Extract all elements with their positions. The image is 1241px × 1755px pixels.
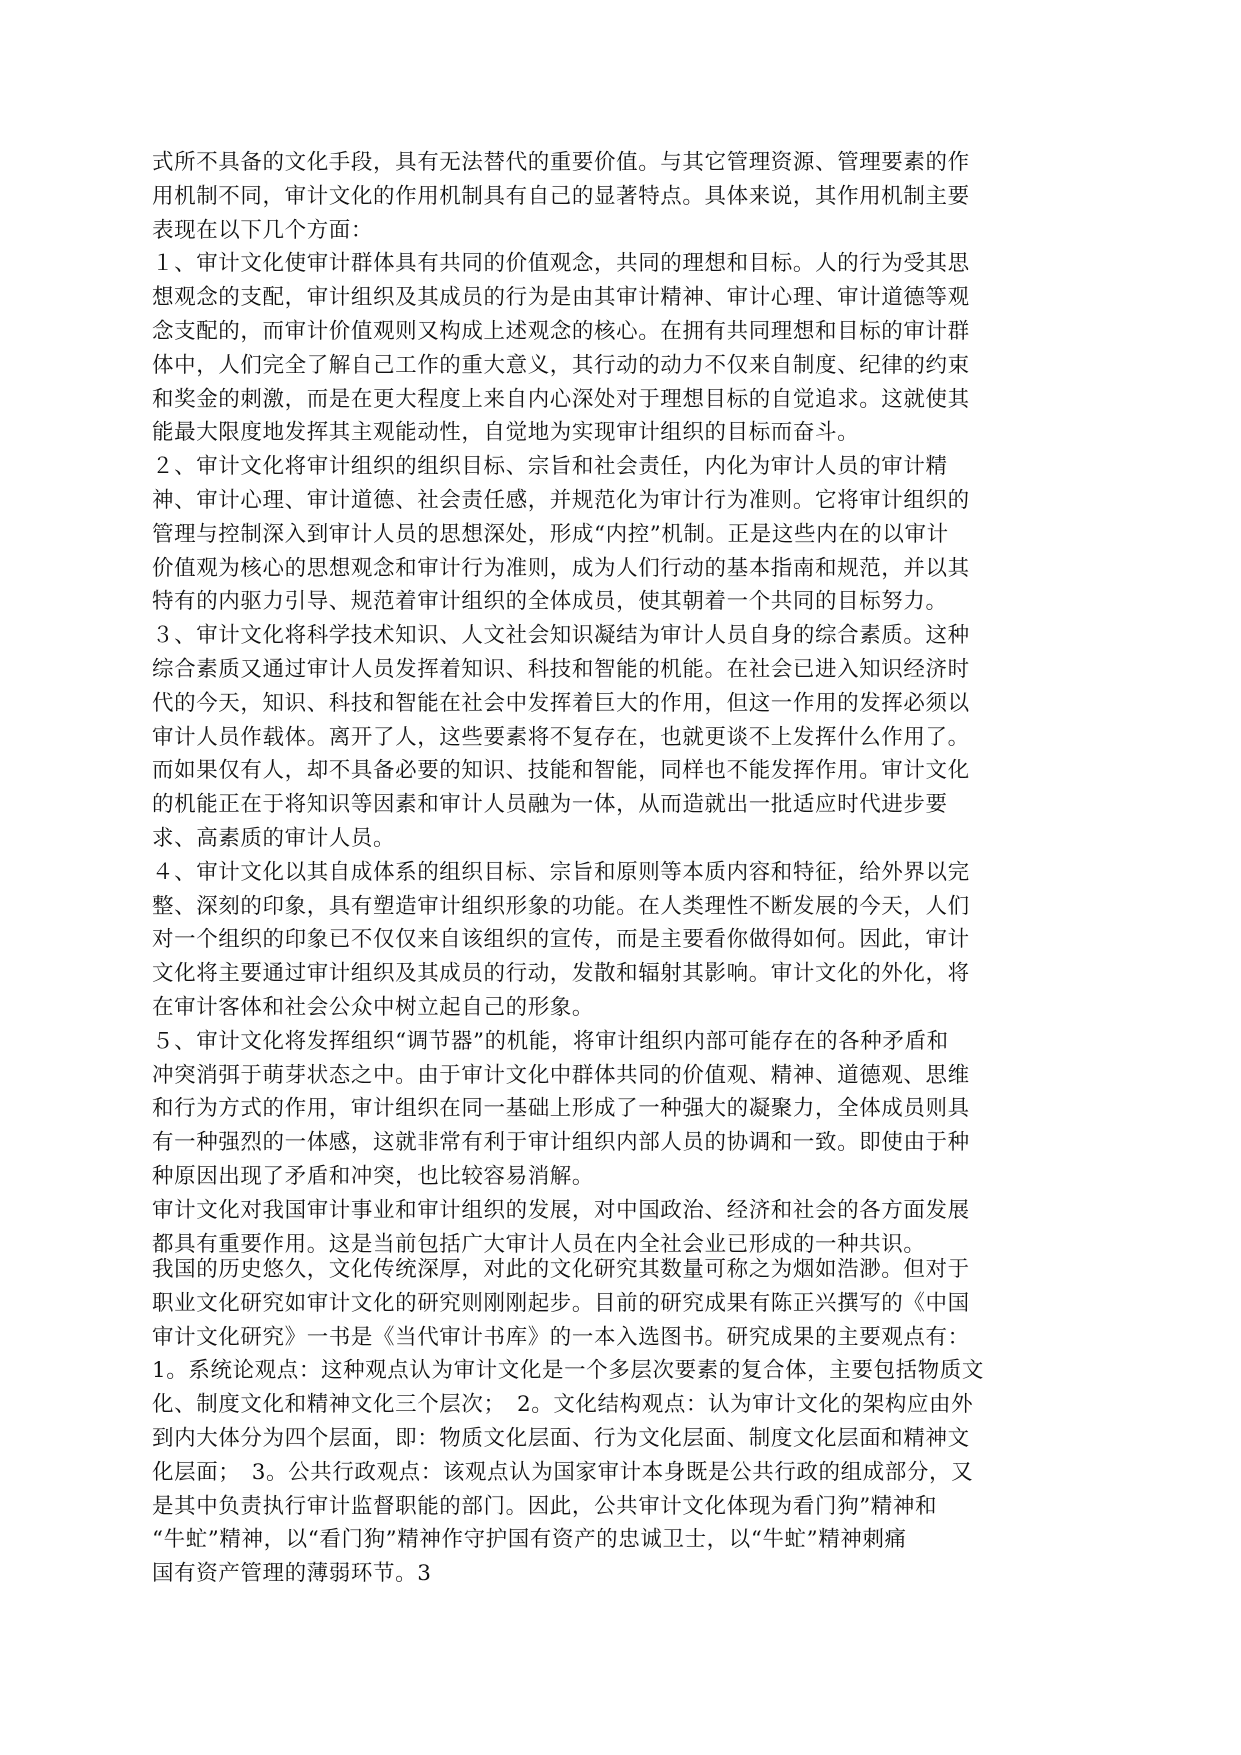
paragraph-line: 国有资产管理的薄弱环节。3: [152, 1561, 432, 1587]
paragraph-line: 冲突消弭于萌芽状态之中。由于审计文化中群体共同的价值观、精神、道德观、思维: [152, 1062, 970, 1088]
paragraph-line: 在审计客体和社会公众中树立起自己的形象。: [152, 994, 595, 1020]
paragraph-line: 体中，人们完全了解自己工作的重大意义，其行动的动力不仅来自制度、纪律的约束: [152, 352, 970, 378]
paragraph-line: 都具有重要作用。这是当前包括广大审计人员在内全社会业已形成的一种共识。: [152, 1231, 926, 1257]
paragraph-line: 对一个组织的印象已不仅仅来自该组织的宣传，而是主要看你做得如何。因此，审计: [152, 927, 970, 953]
paragraph-line: 的机能正在于将知识等因素和审计人员融为一体，从而造就出一批适应时代进步要: [152, 792, 948, 818]
paragraph-line: 念支配的，而审计价值观则又构成上述观念的核心。在拥有共同理想和目标的审计群: [152, 318, 970, 344]
paragraph-line: 审计文化对我国审计事业和审计组织的发展，对中国政治、经济和社会的各方面发展: [152, 1197, 970, 1223]
paragraph-line: ３、审计文化将科学技术知识、人文社会知识凝结为审计人员自身的综合素质。这种: [152, 623, 970, 649]
paragraph-line: 和奖金的刺激，而是在更大程度上来自内心深处对于理想目标的自觉追求。这就使其: [152, 386, 970, 412]
paragraph-line: 式所不具备的文化手段，具有无法替代的重要价值。与其它管理资源、管理要素的作: [152, 150, 970, 175]
paragraph-line: 管理与控制深入到审计人员的思想深处，形成“内控”机制。正是这些内在的以审计: [152, 521, 949, 547]
paragraph-line: 化层面； 3。公共行政观点：该观点认为国家审计本身既是公共行政的组成部分，又: [152, 1459, 974, 1485]
paragraph-line: ２、审计文化将审计组织的组织目标、宗旨和社会责任，内化为审计人员的审计精: [152, 454, 948, 480]
paragraph-line: ４、审计文化以其自成体系的组织目标、宗旨和原则等本质内容和特征，给外界以完: [152, 859, 970, 885]
paragraph-line: 1。系统论观点：这种观点认为审计文化是一个多层次要素的复合体，主要包括物质文: [152, 1358, 984, 1384]
paragraph-line: 神、审计心理、审计道德、社会责任感，并规范化为审计行为准则。它将审计组织的: [152, 487, 970, 513]
section-research-overview: [152, 1253, 1092, 1591]
paragraph-line: 表现在以下几个方面：: [152, 217, 374, 243]
paragraph-line: 而如果仅有人，却不具备必要的知识、技能和智能，同样也不能发挥作用。审计文化: [152, 758, 970, 784]
paragraph-line: 综合素质又通过审计人员发挥着知识、科技和智能的机能。在社会已进入知识经济时: [152, 656, 970, 682]
paragraph-line: 文化将主要通过审计组织及其成员的行动，发散和辐射其影响。审计文化的外化，将: [152, 961, 970, 987]
paragraph-line: 审计文化研究》一书是《当代审计书库》的一本入选图书。研究成果的主要观点有：: [152, 1324, 970, 1350]
paragraph-line: 我国的历史悠久，文化传统深厚，对此的文化研究其数量可称之为烟如浩渺。但对于: [152, 1257, 970, 1282]
paragraph-line: 种原因出现了矛盾和冲突，也比较容易消解。: [152, 1163, 595, 1189]
section-audit-culture-functions: [152, 146, 1092, 1261]
paragraph-line: 审计人员作载体。离开了人，这些要素将不复存在，也就更谈不上发挥什么作用了。: [152, 724, 970, 750]
paragraph-line: 和行为方式的作用，审计组织在同一基础上形成了一种强大的凝聚力，全体成员则具: [152, 1096, 970, 1122]
paragraph-line: ５、审计文化将发挥组织“调节器”的机能，将审计组织内部可能存在的各种矛盾和: [152, 1028, 949, 1054]
paragraph-line: 整、深刻的印象，具有塑造审计组织形象的功能。在人类理性不断发展的今天，人们: [152, 893, 970, 919]
paragraph-line: 能最大限度地发挥其主观能动性，自觉地为实现审计组织的目标而奋斗。: [152, 420, 860, 446]
paragraph-line: １、审计文化使审计群体具有共同的价值观念，共同的理想和目标。人的行为受其思: [152, 251, 970, 277]
paragraph-line: 用机制不同，审计文化的作用机制具有自己的显著特点。具体来说，其作用机制主要: [152, 183, 970, 209]
paragraph-line: 代的今天，知识、科技和智能在社会中发挥着巨大的作用，但这一作用的发挥必须以: [152, 690, 970, 716]
paragraph-line: 是其中负责执行审计监督职能的部门。因此，公共审计文化体现为看门狗”精神和: [152, 1493, 938, 1519]
paragraph-line: 有一种强烈的一体感，这就非常有利于审计组织内部人员的协调和一致。即使由于种: [152, 1130, 970, 1156]
paragraph-line: 求、高素质的审计人员。: [152, 825, 396, 851]
paragraph-line: “牛虻”精神，以“看门狗”精神作守护国有资产的忠诚卫士，以“牛虻”精神刺痛: [152, 1527, 907, 1553]
paragraph-line: 化、制度文化和精神文化三个层次； 2。文化结构观点：认为审计文化的架构应由外: [152, 1392, 974, 1418]
paragraph-line: 到内大体分为四个层面，即：物质文化层面、行为文化层面、制度文化层面和精神文: [152, 1425, 970, 1451]
paragraph-line: 价值观为核心的思想观念和审计行为准则，成为人们行动的基本指南和规范，并以其: [152, 555, 970, 581]
paragraph-line: 职业文化研究如审计文化的研究则刚刚起步。目前的研究成果有陈正兴撰写的《中国: [152, 1290, 970, 1316]
paragraph-line: 特有的内驱力引导、规范着审计组织的全体成员，使其朝着一个共同的目标努力。: [152, 589, 948, 615]
paragraph-line: 想观念的支配，审计组织及其成员的行为是由其审计精神、审计心理、审计道德等观: [152, 285, 970, 311]
